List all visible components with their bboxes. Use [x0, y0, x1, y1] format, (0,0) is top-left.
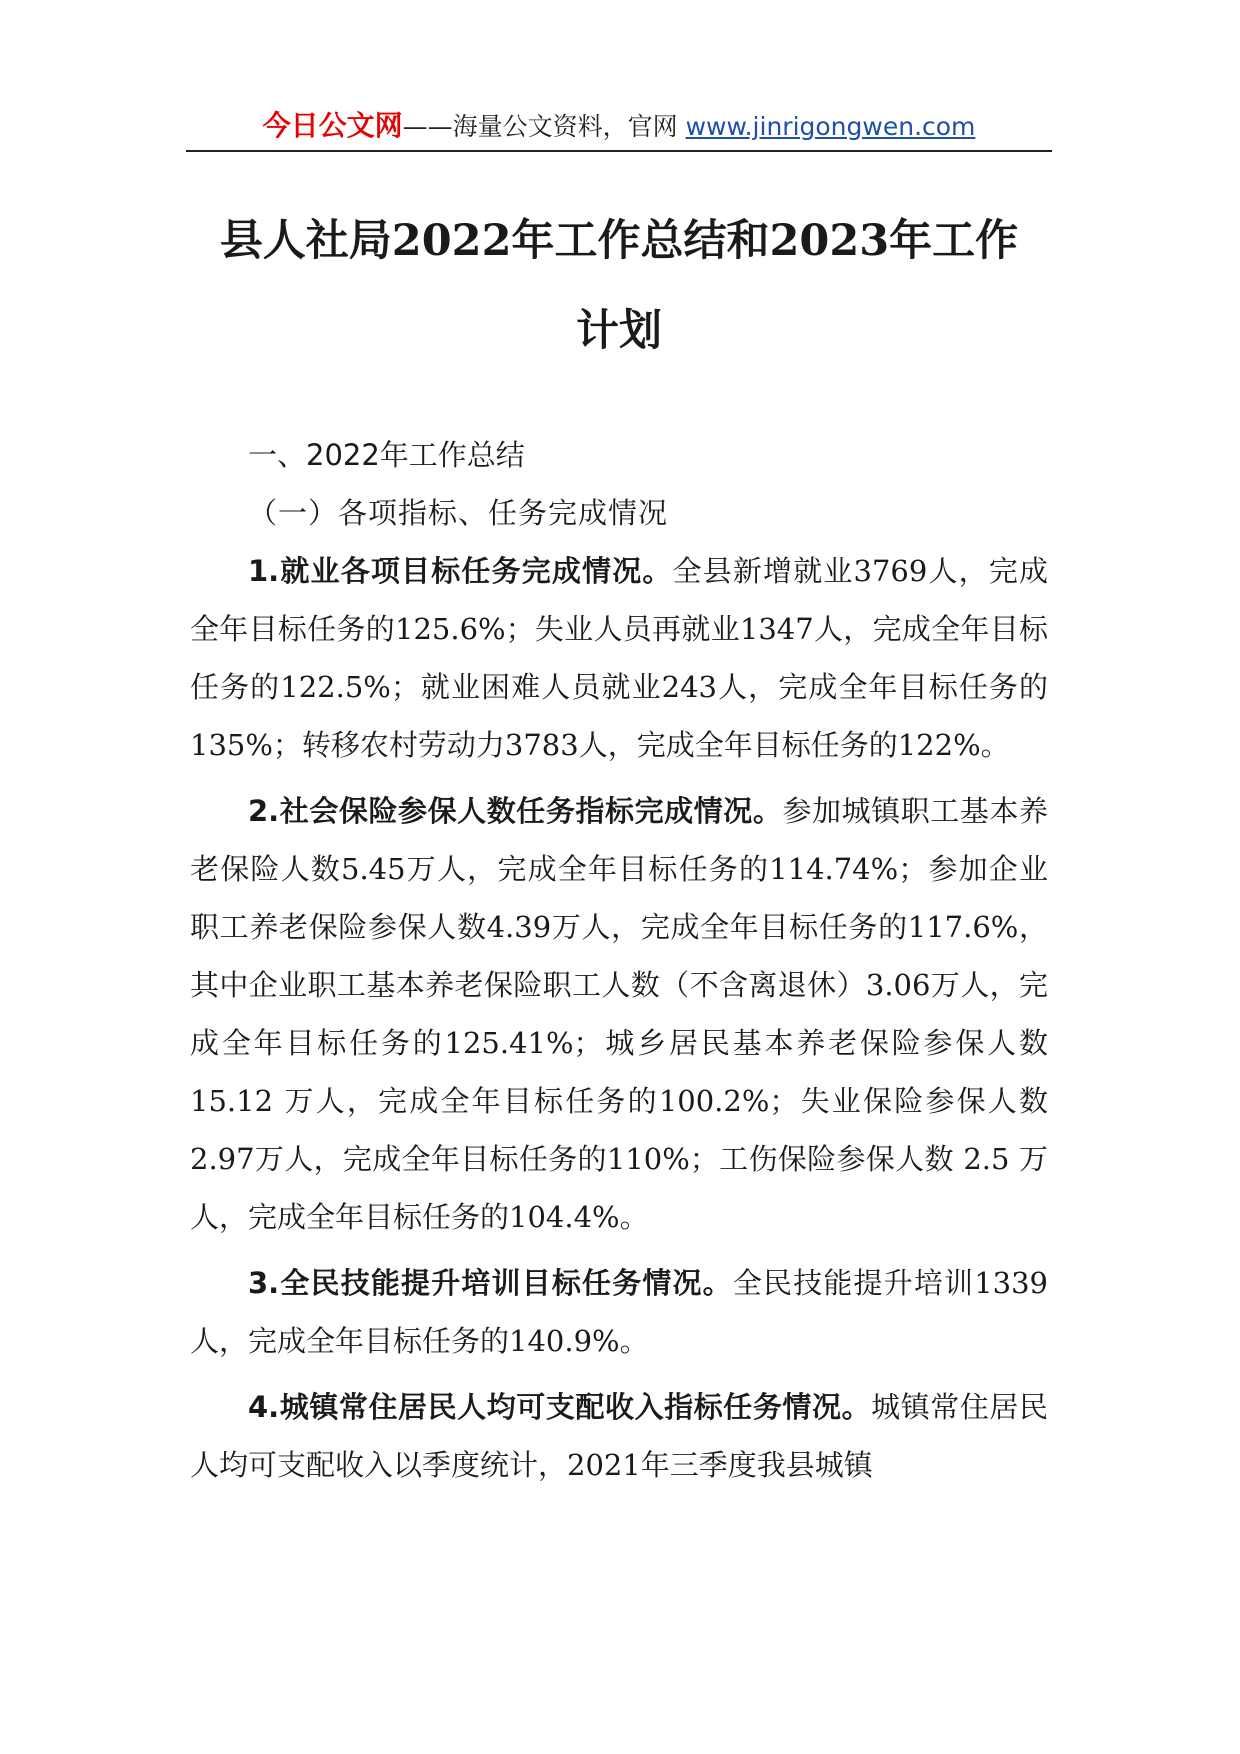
website-link[interactable]: www.jinrigongwen.com [685, 112, 976, 141]
paragraph-lead: 1.就业各项目标任务完成情况。 [248, 554, 673, 588]
paragraph-text: 全民技能提升培训1339人，完成全年目标任务的140.9%。 [190, 1266, 1048, 1358]
page-header [186, 104, 1052, 148]
header-tagline: ——海量公文资料，官网 [402, 112, 686, 141]
paragraph-lead: 4.城镇常住居民人均可支配收入指标任务情况。 [248, 1390, 872, 1424]
title-line-2: 计划 [576, 306, 662, 356]
paragraph-text: 全县新增就业3769人，完成全年目标任务的125.6%；失业人员再就业1347人，完成全年目标任务的122.5%；就业困难人员就业243人，完成全年目标任务的135%；转移农村劳动力3783人，完成全年目标任务的122%。 [190, 554, 1048, 762]
paragraph-employment [190, 542, 1048, 774]
paragraph-lead: 3.全民技能提升培训目标任务情况。 [248, 1266, 733, 1300]
paragraph-text: 参加城镇职工基本养老保险人数5.45万人，完成全年目标任务的114.74%；参加企业职工养老保险参保人数4.39万人，完成全年目标任务的117.6%，其中企业职工基本养老保险职工人数（不含离退休）3.06万人，完成全年目标任务的125.41%；城乡居民基本养老保险参保人数 15.12 万人，完成全年目标任务的100.2%；失业保险参保人数2.97万人，完成全年目标任务的110%；工伤保险参保人数 2.5 万人，完成全年目标任务的104.4%。 [190, 794, 1048, 1234]
document-title [186, 196, 1052, 376]
paragraph-skills-training [190, 1254, 1048, 1370]
document-body [190, 426, 1048, 1494]
paragraph-lead: 2.社会保险参保人数任务指标完成情况。 [248, 794, 783, 828]
paragraph-text: 城镇常住居民人均可支配收入以季度统计，2021年三季度我县城镇 [190, 1390, 1048, 1482]
brand-name: 今日公文网 [262, 109, 403, 142]
paragraph-social-insurance [190, 782, 1048, 1246]
paragraph-income [190, 1378, 1048, 1494]
title-line-1: 县人社局2022年工作总结和2023年工作 [219, 216, 1019, 266]
subsection-heading: （一）各项指标、任务完成情况 [248, 496, 669, 530]
section-heading: 一、2022年工作总结 [248, 438, 525, 472]
header-divider [186, 150, 1052, 152]
